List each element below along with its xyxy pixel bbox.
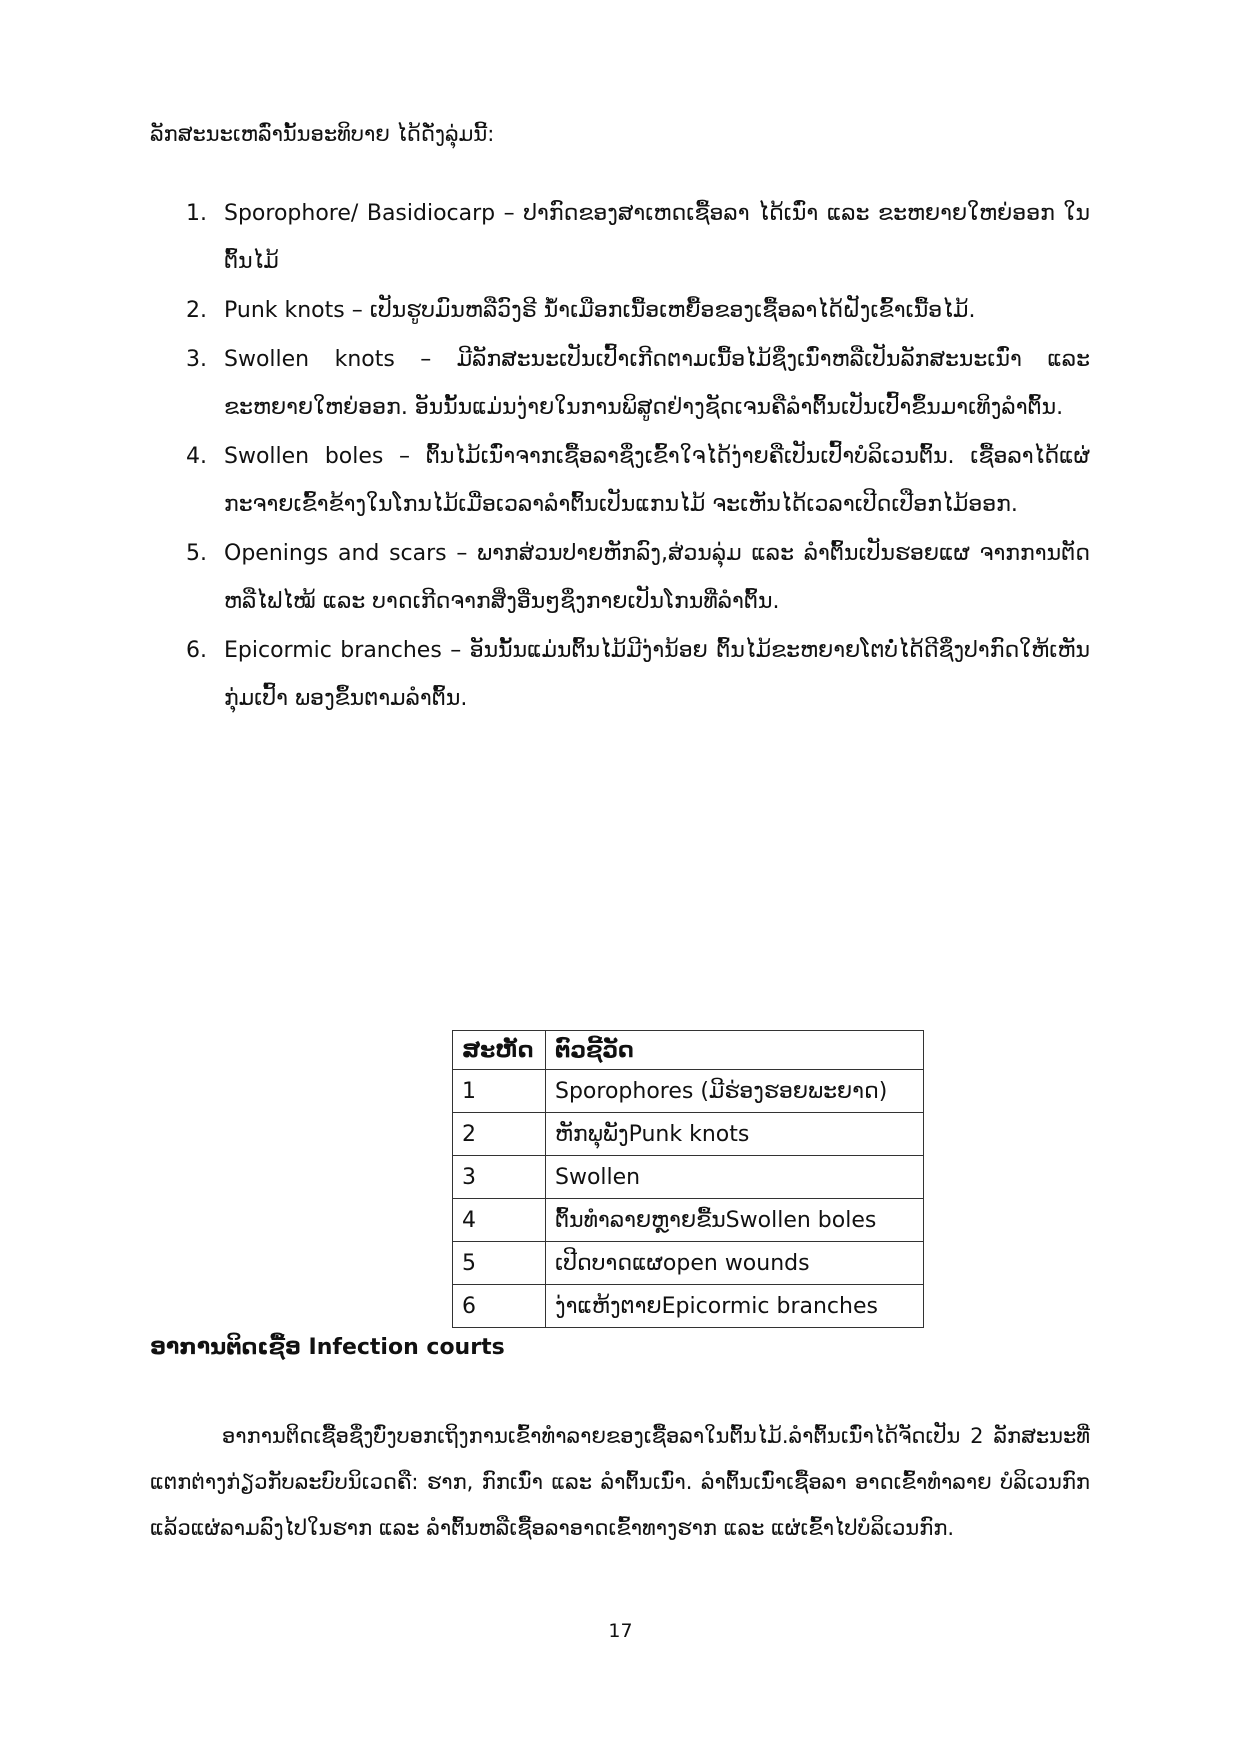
list-item (186, 530, 1090, 626)
table-cell: 2 (453, 1113, 546, 1156)
abbreviation-table (452, 1030, 924, 1328)
table-cell: ຕົ້ນທຳລາຍຫຼາຍຂື້ນSwollen boles (546, 1199, 924, 1242)
list-item-text: Punk knots – ເປັນຮູບມົນຫລືວົງຣີ ນ້ຳເມືອກເນື້ອເຫຍື້ອຂອງເຊື້ອລາໄດ້ຝັງເຂົ້າເນື້ອໄມ້. (224, 298, 976, 323)
table-row (453, 1113, 924, 1156)
intro-text: ລັກສະນະເຫລົ່ານັ້ນອະທິບາຍ ໄດ້ດັ່ງລຸ່ມນີ້: (150, 122, 495, 146)
list-item (186, 287, 1090, 335)
table-header-row (453, 1031, 924, 1070)
table-cell: 1 (453, 1070, 546, 1113)
table-cell: Sporophores (ມີຮ່ອງຮອຍພະຍາດ) (546, 1070, 924, 1113)
list-item (186, 433, 1090, 529)
table-cell: 5 (453, 1242, 546, 1285)
body-paragraph: ອາການຕິດເຊື້ອຊຶ່ງບົ່ງບອກເຖິງການເຂົ້າທຳລາຍຂອງເຊື້ອລາໃນຕົ້ນໄມ້.ລຳຕົ້ນເນົ່າໄດ້ຈັດເປັນ 2 ລັກສະນະທີ່ແຕກຕ່າງກ່ຽວກັບລະບົບນິເວດຄື: ຮາກ, ກົກເນົ່າ ແລະ ລຳຕົ້ນເນົ່າ. ລຳຕົ້ນເນົ່າເຊື້ອລາ ອາດເຂົ້າທຳລາຍ ບໍລິເວນກົກແລ້ວແຜ່ລາມລົງໄປໃນຮາກ ແລະ ລຳຕົ້ນຫລືເຊື້ອລາອາດເຂົ້າທາງຮາກ ແລະ ແຜ່ເຂົ້າໄປບໍລິເວນກົກ. (150, 1424, 1090, 1540)
column-header-indicator: ຕົວຊີ້ວັດ (546, 1031, 924, 1070)
list-item-text: Swollen knots – ມີລັກສະນະເປັນເປົ້າເກີດຕາມເນື້ອໄມ້ຊຶ່ງເນົ່າຫລືເປັນລັກສະນະເນົ່າ ແລະ ຂະຫຍາຍໃຫຍ່ອອກ. ອັນນັ້ນແມ່ນງ່າຍໃນການພິສູດຢ່າງຊັດເຈນຄືລຳຕົ້ນເປັນເປົ້າຂຶ້ນມາເທິງລຳຕົ້ນ. (224, 347, 1090, 420)
list-item-text: Openings and scars – ພາກສ່ວນປາຍຫັກລົງ,ສ່ວນລຸ່ມ ແລະ ລຳຕົ້ນເປັນຮອຍແຜ ຈາກການຕັດຫລືໄຟໄໝ້ ແລະ ບາດເກີດຈາກສິ່ງອື່ນໆຊຶ່ງກາຍເປັນໂກນທີ່ລຳຕົ້ນ. (224, 541, 1090, 614)
table-cell: Swollen (546, 1156, 924, 1199)
list-item (186, 336, 1090, 432)
table-row (453, 1199, 924, 1242)
list-number: 6. (186, 638, 207, 663)
list-item-text: Epicormic branches – ອັນນັ້ນແມ່ນຕົ້ນໄມ້ມີງ່ານ້ອຍ ຕົ້ນໄມ້ຂະຫຍາຍໂຕບໍ່ໄດ້ດີຊຶ່ງປາກົດໃຫ້ເຫັນກຸ່ມເປົ້າ ພອງຂຶ້ນຕາມລຳຕົ້ນ. (224, 638, 1090, 711)
table-cell: ຫັກພຸພັງPunk knots (546, 1113, 924, 1156)
symptom-list (186, 190, 1090, 724)
list-number: 2. (186, 298, 207, 323)
table-row (453, 1070, 924, 1113)
list-item (186, 627, 1090, 723)
table-cell: 3 (453, 1156, 546, 1199)
list-number: 1. (186, 201, 207, 226)
section-heading: ອາການຕິດເຊື້ອ Infection courts (150, 1335, 505, 1360)
table-cell: 6 (453, 1285, 546, 1328)
table-row (453, 1156, 924, 1199)
list-number: 3. (186, 347, 207, 372)
table-row (453, 1285, 924, 1328)
list-number: 5. (186, 541, 207, 566)
list-item (186, 190, 1090, 286)
list-number: 4. (186, 444, 207, 469)
page-number: 17 (608, 1620, 633, 1642)
table-cell: ເປີດບາດແຜopen wounds (546, 1242, 924, 1285)
table-cell: 4 (453, 1199, 546, 1242)
list-item-text: Swollen boles – ຕົ້ນໄມ້ເນົ່າຈາກເຊື້ອລາຊຶ່ງເຂົ້າໃຈໄດ້ງ່າຍຄືເປັນເປົ້າບໍລິເວນຕົ້ນ. ເຊື້ອລາໄດ້ແຜ່ກະຈາຍເຂົ້າຂ້າງໃນໂກນໄມ້ເມື່ອເວລາລຳຕົ້ນເປັນແກນໄມ້ ຈະເຫັນໄດ້ເວລາເປີດເປືອກໄມ້ອອກ. (224, 444, 1090, 517)
list-item-text: Sporophore/ Basidiocarp – ປາກົດຂອງສາເຫດເຊື້ອລາ ໄດ້ເນົ່າ ແລະ ຂະຫຍາຍໃຫຍ່ອອກ ໃນ ຕົ້ນໄມ້ (224, 201, 1090, 274)
table-row (453, 1242, 924, 1285)
table-cell: ງ່າແຫ້ງຕາຍEpicormic branches (546, 1285, 924, 1328)
column-header-code: ສະຫັດ (453, 1031, 546, 1070)
